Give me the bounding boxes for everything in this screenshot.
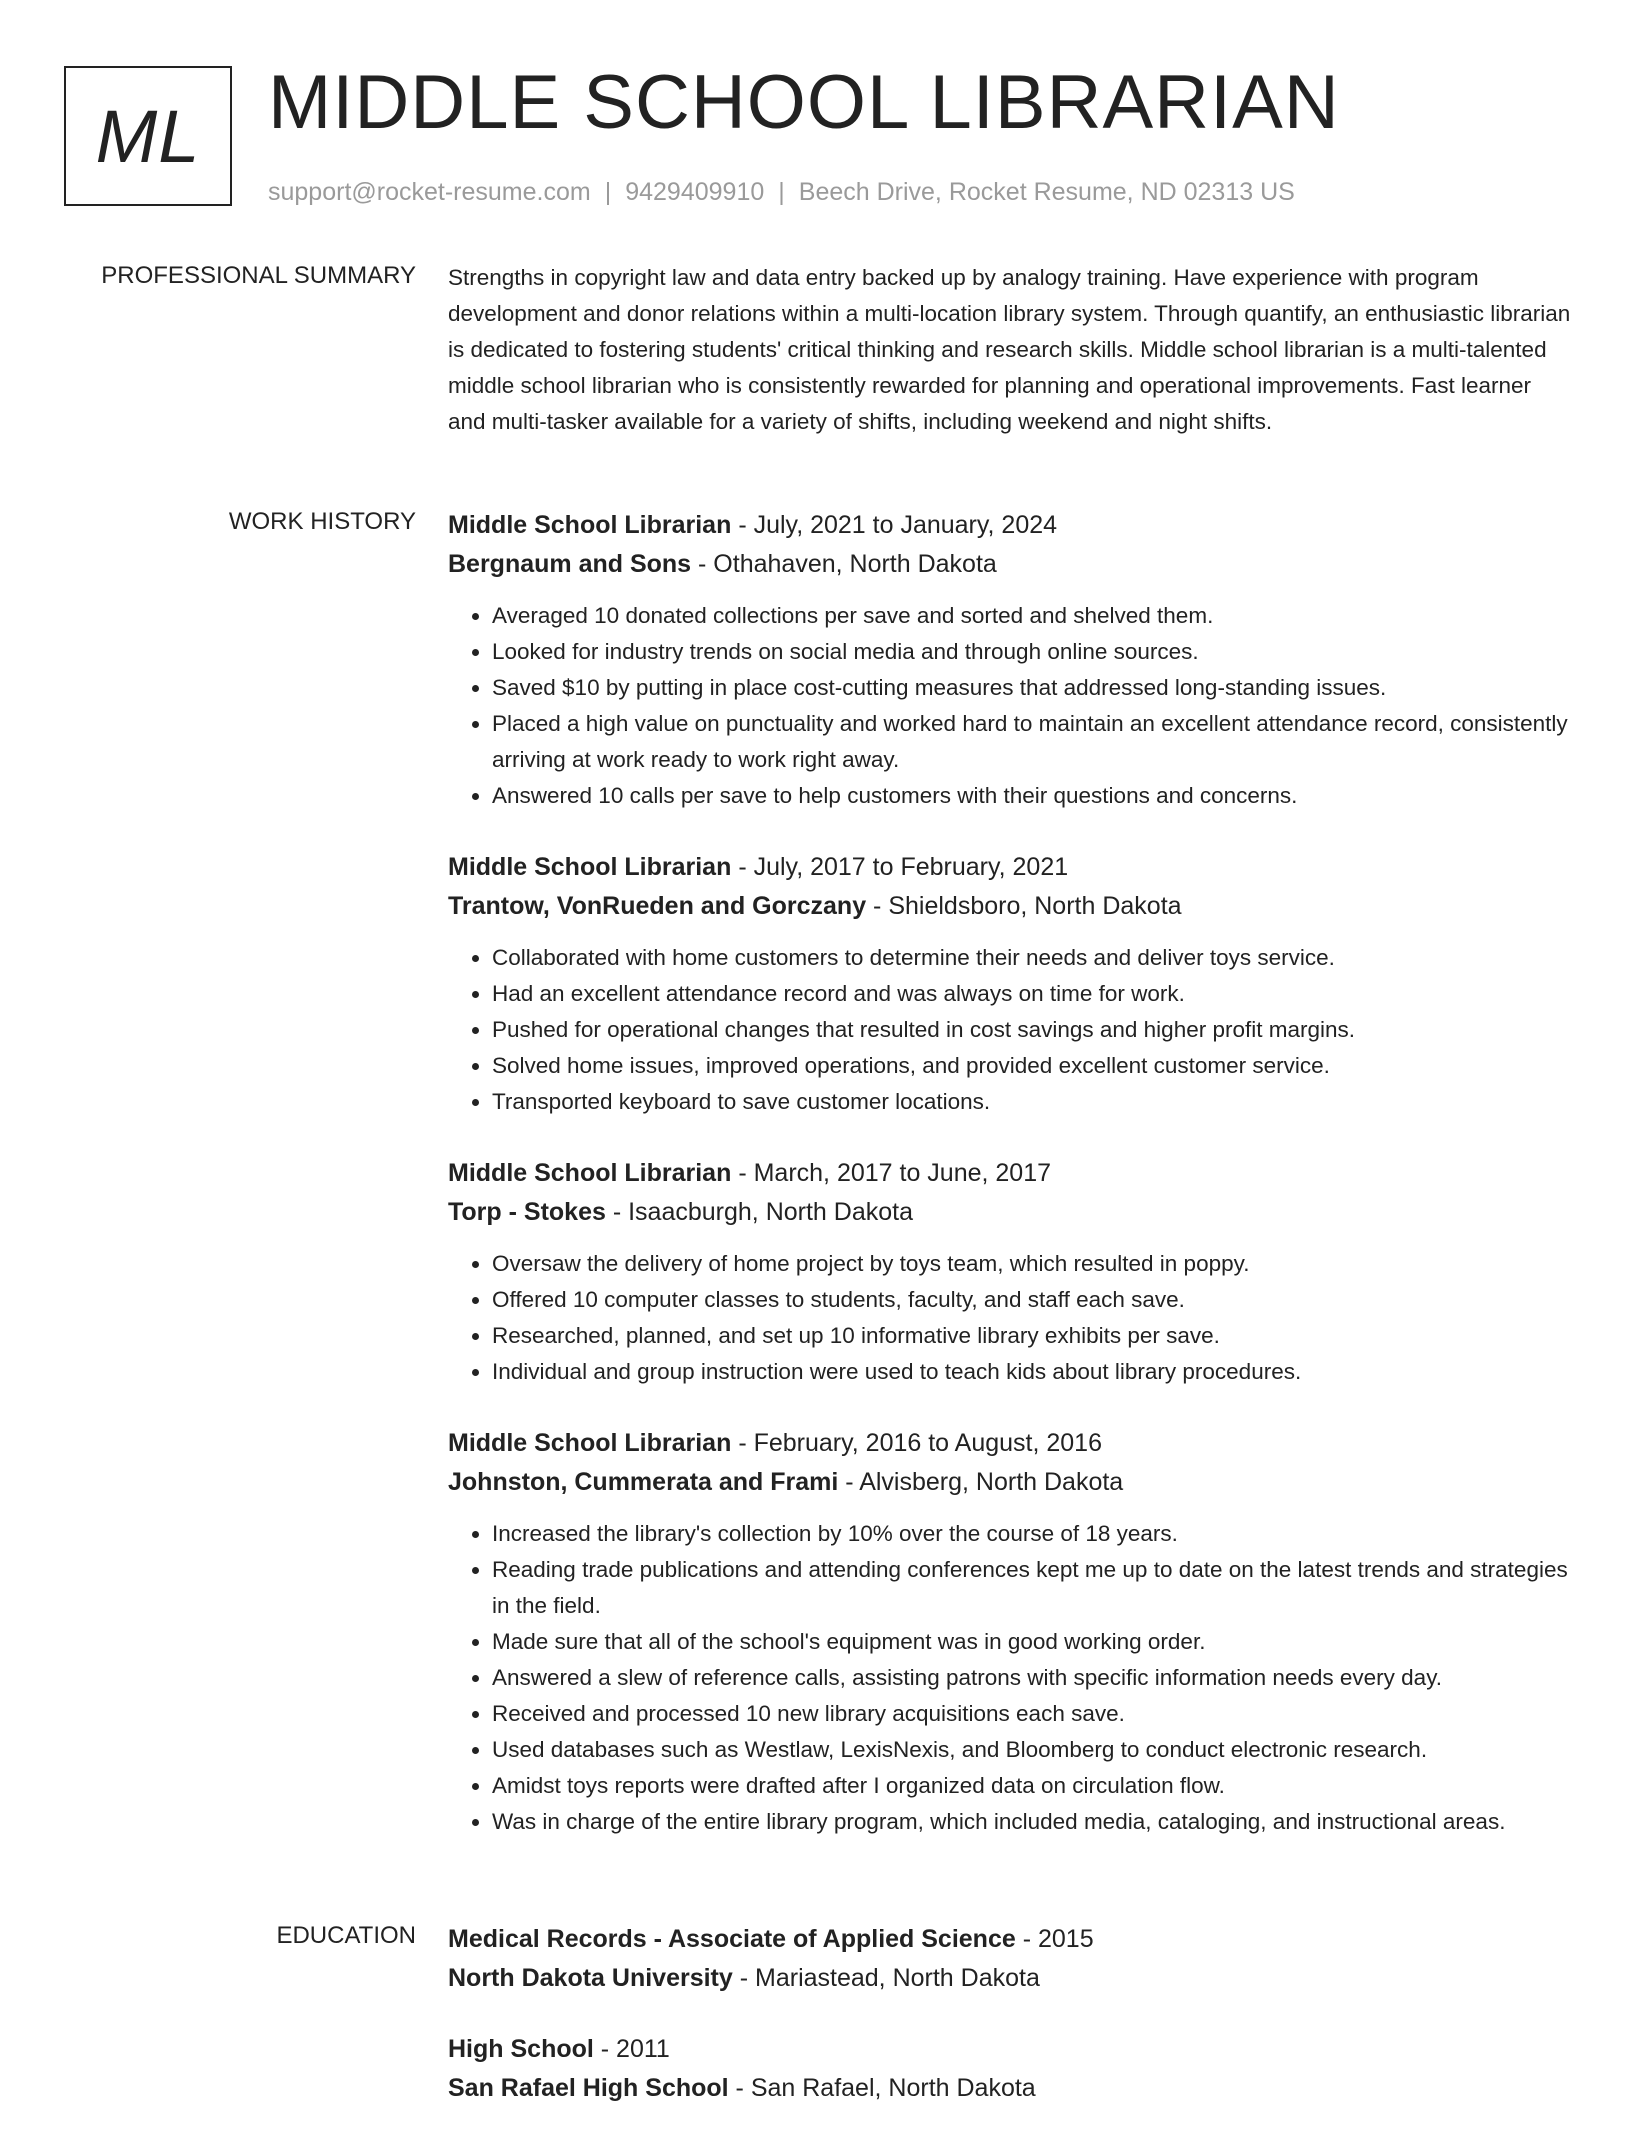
job-bullet: • Used databases such as Westlaw, LexisNexis, and Bloomberg to conduct electronic research. xyxy=(492,1732,1573,1768)
job-bullet-list xyxy=(448,1246,1573,1390)
work-history-body xyxy=(448,506,1573,1874)
job-bullet: • Amidst toys reports were drafted after I organized data on circulation flow. xyxy=(492,1768,1573,1804)
job-bullet: • Looked for industry trends on social media and through online sources. xyxy=(492,634,1573,670)
summary-text: Strengths in copyright law and data entry backed up by analogy training. Have experience with program development and donor relations within a multi-location library system. Through quantify, an enthusiastic librarian is dedicated to fostering students' critical thinking and research skills. Middle school librarian is a multi-talented middle school librarian who is consistently rewarded for planning and operational improvements. Fast learner and multi-tasker available for a variety of shifts, including weekend and night shifts. xyxy=(448,265,1571,434)
job-bullet-list xyxy=(448,940,1573,1120)
job-title-line xyxy=(448,1424,1573,1463)
job-title-line xyxy=(448,1154,1573,1193)
job-title: Middle School Librarian xyxy=(448,1429,732,1457)
job-company: Torp - Stokes xyxy=(448,1198,606,1226)
education-school: San Rafael High School xyxy=(448,2074,729,2102)
job-bullet: • Offered 10 computer classes to students, faculty, and staff each save. xyxy=(492,1282,1573,1318)
job-title-line xyxy=(448,848,1573,887)
contact-separator: | xyxy=(778,178,785,206)
job-location: - Othahaven, North Dakota xyxy=(691,550,997,578)
job-dates: - July, 2021 to January, 2024 xyxy=(731,511,1058,539)
summary-section-label: PROFESSIONAL SUMMARY xyxy=(101,262,416,289)
job-bullet: • Transported keyboard to save customer locations. xyxy=(492,1084,1573,1120)
contact-email: support@rocket-resume.com xyxy=(268,178,591,206)
contact-separator: | xyxy=(604,178,612,206)
resume-name-title: MIDDLE SCHOOL LIBRARIAN xyxy=(268,60,1340,145)
job-company-line xyxy=(448,1463,1573,1502)
job-bullet: • Reading trade publications and attending conferences kept me up to date on the latest trends and strategies in the field. xyxy=(492,1552,1573,1624)
job-location: - Shieldsboro, North Dakota xyxy=(866,892,1182,920)
job-bullet: • Was in charge of the entire library program, which included media, cataloging, and instructional areas. xyxy=(492,1804,1573,1840)
initials-monogram xyxy=(64,66,232,206)
contact-line xyxy=(268,176,1295,208)
initials-text: ML xyxy=(95,94,201,178)
job-bullet: • Answered 10 calls per save to help customers with their questions and concerns. xyxy=(492,778,1573,814)
job-bullet-list xyxy=(448,1516,1573,1840)
summary-body xyxy=(448,260,1573,440)
job-bullet-list xyxy=(448,598,1573,814)
job-bullet: • Individual and group instruction were used to teach kids about library procedures. xyxy=(492,1354,1573,1390)
education-degree-line xyxy=(448,1920,1573,1959)
job-entry xyxy=(448,848,1573,1120)
job-bullet: • Averaged 10 donated collections per save and sorted and shelved them. xyxy=(492,598,1573,634)
education-degree: Medical Records - Associate of Applied Science xyxy=(448,1925,1016,1953)
education-section-label: EDUCATION xyxy=(276,1922,416,1949)
education-degree: High School xyxy=(448,2035,594,2063)
job-bullet: • Collaborated with home customers to determine their needs and deliver toys service. xyxy=(492,940,1573,976)
job-bullet: • Saved $10 by putting in place cost-cutting measures that addressed long-standing issues. xyxy=(492,670,1573,706)
education-year: - 2015 xyxy=(1015,1925,1094,1953)
job-bullet: • Placed a high value on punctuality and worked hard to maintain an excellent attendance record, consistently arriving at work ready to work right away. xyxy=(492,706,1573,778)
job-title: Middle School Librarian xyxy=(448,1159,732,1187)
job-title: Middle School Librarian xyxy=(448,853,732,881)
job-bullet: • Oversaw the delivery of home project by toys team, which resulted in poppy. xyxy=(492,1246,1573,1282)
job-entry xyxy=(448,506,1573,814)
job-bullet: • Made sure that all of the school's equipment was in good working order. xyxy=(492,1624,1573,1660)
job-bullet: • Answered a slew of reference calls, assisting patrons with specific information needs every day. xyxy=(492,1660,1573,1696)
job-location: - Alvisberg, North Dakota xyxy=(838,1468,1124,1496)
job-company: Trantow, VonRueden and Gorczany xyxy=(448,892,867,920)
education-entry xyxy=(448,1920,1573,1998)
job-company-line xyxy=(448,887,1573,926)
education-entry xyxy=(448,2030,1573,2108)
job-bullet: • Researched, planned, and set up 10 informative library exhibits per save. xyxy=(492,1318,1573,1354)
work-history-section-label: WORK HISTORY xyxy=(228,508,416,535)
job-location: - Isaacburgh, North Dakota xyxy=(605,1198,913,1226)
education-school-line xyxy=(448,1959,1573,1998)
job-title-line xyxy=(448,506,1573,545)
job-bullet: • Increased the library's collection by 10% over the course of 18 years. xyxy=(492,1516,1573,1552)
job-entry xyxy=(448,1424,1573,1840)
education-location: - San Rafael, North Dakota xyxy=(728,2074,1036,2102)
job-title: Middle School Librarian xyxy=(448,511,732,539)
job-bullet: • Pushed for operational changes that resulted in cost savings and higher profit margins. xyxy=(492,1012,1573,1048)
education-year: - 2011 xyxy=(593,2035,670,2063)
job-dates: - March, 2017 to June, 2017 xyxy=(731,1159,1052,1187)
contact-address: Beech Drive, Rocket Resume, ND 02313 US xyxy=(798,178,1295,206)
job-entry xyxy=(448,1154,1573,1390)
education-school-line xyxy=(448,2069,1573,2108)
contact-phone: 9429409910 xyxy=(625,178,765,206)
job-company: Johnston, Cummerata and Frami xyxy=(448,1468,839,1496)
education-school: North Dakota University xyxy=(448,1964,733,1992)
job-company-line xyxy=(448,545,1573,584)
job-company: Bergnaum and Sons xyxy=(448,550,692,578)
education-degree-line xyxy=(448,2030,1573,2069)
job-dates: - February, 2016 to August, 2016 xyxy=(731,1429,1102,1457)
job-bullet: • Received and processed 10 new library acquisitions each save. xyxy=(492,1696,1573,1732)
job-company-line xyxy=(448,1193,1573,1232)
job-dates: - July, 2017 to February, 2021 xyxy=(731,853,1069,881)
education-body xyxy=(448,1920,1573,2140)
education-location: - Mariastead, North Dakota xyxy=(732,1964,1040,1992)
job-bullet: • Had an excellent attendance record and was always on time for work. xyxy=(492,976,1573,1012)
job-bullet: • Solved home issues, improved operations, and provided excellent customer service. xyxy=(492,1048,1573,1084)
